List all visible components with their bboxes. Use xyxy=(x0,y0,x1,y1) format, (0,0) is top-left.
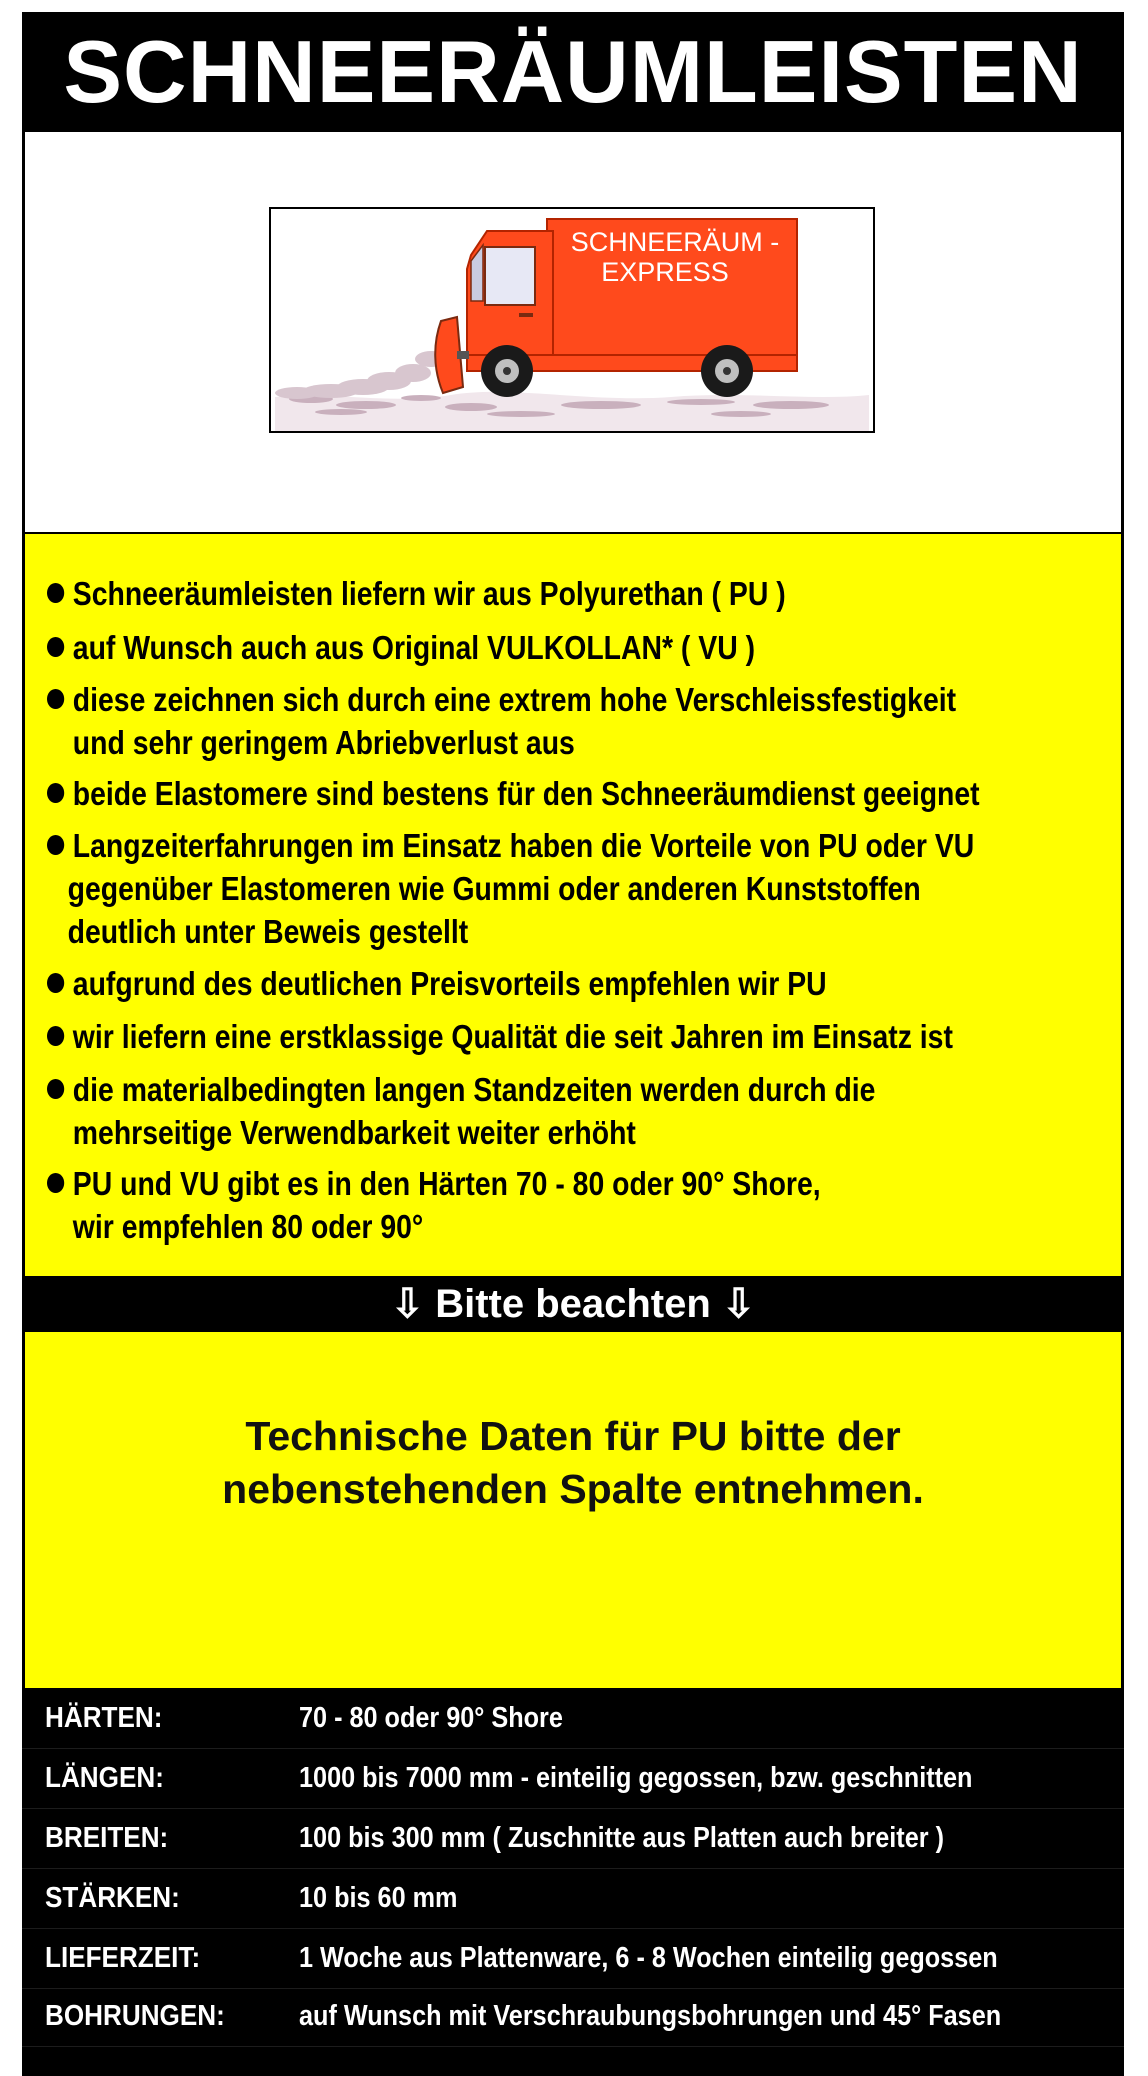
bullet-icon xyxy=(47,1079,64,1099)
bullet-icon xyxy=(47,583,64,603)
bullet-icon xyxy=(47,1026,64,1046)
spec-key: STÄRKEN: xyxy=(45,1882,180,1914)
feature-item: aufgrund des deutlichen Preisvorteils empfehlen wir PU xyxy=(47,962,827,1005)
spec-key: BREITEN: xyxy=(45,1822,169,1854)
truck-drawing xyxy=(271,209,873,431)
spec-key: LÄNGEN: xyxy=(45,1762,164,1794)
spec-row xyxy=(22,1748,1124,1809)
bullet-icon xyxy=(47,1173,64,1193)
spec-row xyxy=(22,1868,1124,1929)
bullet-icon xyxy=(47,973,64,993)
feature-item: PU und VU gibt es in den Härten 70 - 80 oder 90° Shore, wir empfehlen 80 oder 90° xyxy=(47,1162,821,1248)
page-title: SCHNEERÄUMLEISTEN xyxy=(22,12,1124,132)
spec-value: 100 bis 300 mm ( Zuschnitte aus Platten auch breiter ) xyxy=(299,1822,944,1854)
feature-item: diese zeichnen sich durch eine extrem hohe Verschleissfestigkeit und sehr geringem Abriebverlust aus xyxy=(47,678,956,764)
spec-key: HÄRTEN: xyxy=(45,1702,163,1734)
tech-note-line2: nebenstehenden Spalte entnehmen. xyxy=(222,1466,924,1512)
spec-value: 1000 bis 7000 mm - einteilig gegossen, bzw. geschnitten xyxy=(299,1762,973,1794)
truck-illustration xyxy=(269,207,875,433)
feature-item: Langzeiterfahrungen im Einsatz haben die Vorteile von PU oder VU gegenüber Elastomeren wie Gummi oder anderen Kunststoffen deutlich unter Beweis gestellt xyxy=(47,824,974,953)
feature-item: die materialbedingten langen Standzeiten werden durch die mehrseitige Verwendbarkeit weiter erhöht xyxy=(47,1068,875,1154)
bullet-icon xyxy=(47,689,64,709)
feature-item: Schneeräumleisten liefern wir aus Polyurethan ( PU ) xyxy=(47,572,786,615)
spec-value: 10 bis 60 mm xyxy=(299,1882,458,1914)
features-panel xyxy=(25,534,1121,1276)
spec-key: BOHRUNGEN: xyxy=(45,2000,225,2032)
illustration-area xyxy=(25,132,1121,534)
spec-value: auf Wunsch mit Verschraubungsbohrungen und 45° Fasen xyxy=(299,2000,1002,2032)
feature-item: auf Wunsch auch aus Original VULKOLLAN* ( VU ) xyxy=(47,626,755,669)
tech-note-panel xyxy=(25,1332,1121,1688)
spec-table xyxy=(22,1688,1124,2076)
truck-text-line2: EXPRESS xyxy=(601,257,729,287)
spec-value: 70 - 80 oder 90° Shore xyxy=(299,1702,563,1734)
spec-row xyxy=(22,1928,1124,1989)
feature-item: wir liefern eine erstklassige Qualität die seit Jahren im Einsatz ist xyxy=(47,1015,953,1058)
tech-note xyxy=(25,1410,1121,1516)
spec-row xyxy=(22,1808,1124,1869)
bullet-icon xyxy=(47,783,64,803)
bullet-icon xyxy=(47,637,64,657)
spec-row xyxy=(22,1986,1124,2047)
tech-note-line1: Technische Daten für PU bitte der xyxy=(245,1413,901,1459)
notice-bar: ⇩ Bitte beachten ⇩ xyxy=(22,1276,1124,1332)
feature-item: beide Elastomere sind bestens für den Schneeräumdienst geeignet xyxy=(47,772,980,815)
spec-row xyxy=(22,1688,1124,1749)
truck-text-line1: SCHNEERÄUM - xyxy=(570,227,780,257)
spec-key: LIEFERZEIT: xyxy=(45,1942,201,1974)
spec-value: 1 Woche aus Plattenware, 6 - 8 Wochen einteilig gegossen xyxy=(299,1942,998,1974)
bullet-icon xyxy=(47,835,64,855)
